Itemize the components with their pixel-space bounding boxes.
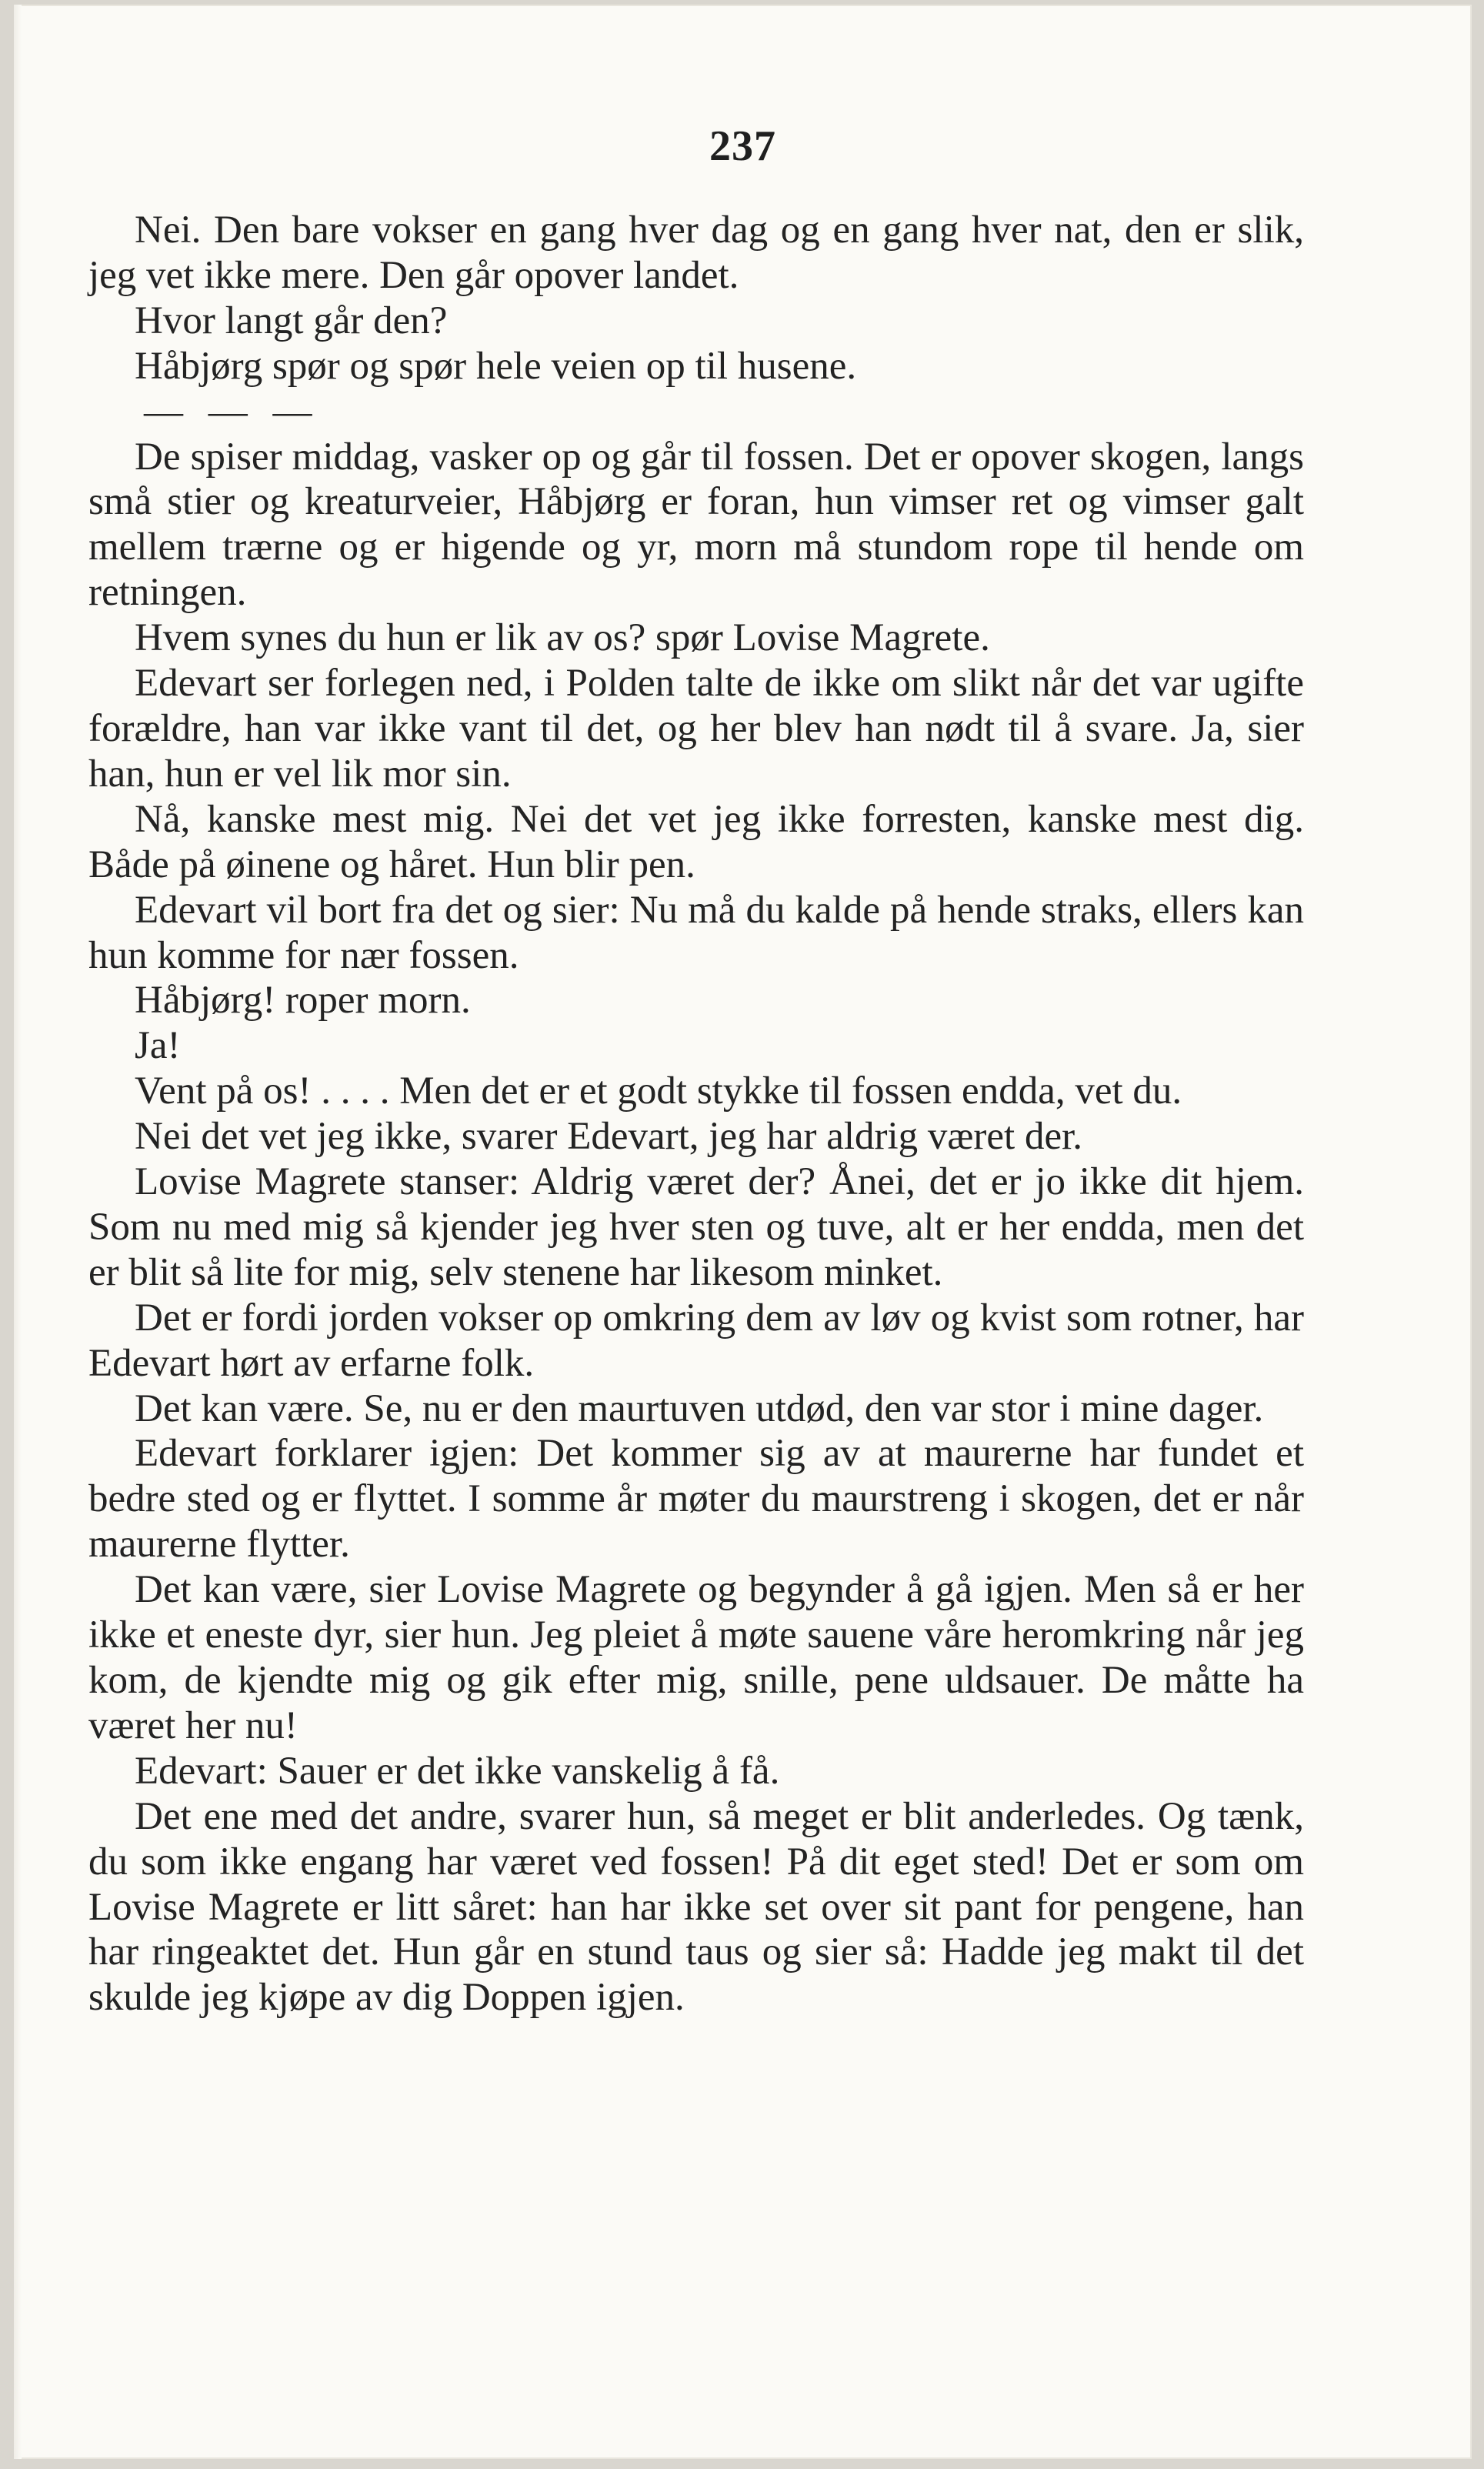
paragraph: Nå, kanske mest mig. Nei det vet jeg ikke forresten, kanske mest dig. Både på øinene og håret. Hun blir pen. — [88, 797, 1304, 886]
paragraph: Edevart: Sauer er det ikke vanskelig å få. — [135, 1749, 780, 1793]
paragraph: Det kan være, sier Lovise Magrete og begynder å gå igjen. Men så er her ikke et eneste dyr, sier hun. Jeg pleiet å møte sauene våre heromkring når jeg kom, de kjendte mig og gik efter mig, snille, pene uldsauer. De måtte ha været her nu! — [88, 1568, 1304, 1747]
page-number: 237 — [709, 122, 776, 170]
book-page — [14, 5, 1472, 2459]
paragraph: Hvem synes du hun er lik av os? spør Lovise Magrete. — [135, 616, 990, 660]
paragraph: Nei. Den bare vokser en gang hver dag og en gang hver nat, den er slik, jeg vet ikke mere. Den går opover landet. — [88, 209, 1304, 297]
paragraph: Edevart forklarer igjen: Det kommer sig av at maurerne har fundet et bedre sted og er flyttet. I somme år møter du maurstreng i skogen, det er når maurerne flytter. — [88, 1432, 1304, 1566]
paragraph: Nei det vet jeg ikke, svarer Edevart, jeg har aldrig været der. — [135, 1115, 1083, 1159]
paragraph: Lovise Magrete stanser: Aldrig været der? Ånei, det er jo ikke dit hjem. Som nu med mig så kjender jeg hver sten og tuve, alt er her endda, men det er blit så lite for mig, selv stenene har likesom minket. — [88, 1160, 1304, 1294]
paragraph: Ja! — [135, 1024, 181, 1068]
paragraph: Det ene med det andre, svarer hun, så meget er blit anderledes. Og tænk, du som ikke engang har været ved fossen! På dit eget sted! Det er som om Lovise Magrete er litt såret: han har ikke set over sit pant for pengene, han har ringeaktet det. Hun går en stund taus og sier så: Hadde jeg makt til det skulde jeg kjøpe av dig Doppen igjen. — [88, 1794, 1304, 2020]
paragraph: Det er fordi jorden vokser op omkring dem av løv og kvist som rotner, har Edevart hørt av erfarne folk. — [88, 1296, 1304, 1385]
paragraph: Edevart ser forlegen ned, i Polden talte de ikke om slikt når det var ugifte forældre, han var ikke vant til det, og her blev han nødt til å svare. Ja, sier han, hun er vel lik mor sin. — [88, 662, 1304, 796]
paragraph: Det kan være. Se, nu er den maurtuven utdød, den var stor i mine dager. — [135, 1386, 1264, 1430]
paragraph: Hvor langt går den? — [135, 299, 448, 342]
body-text — [88, 208, 1304, 2020]
paragraph: Edevart vil bort fra det og sier: Nu må du kalde på hende straks, ellers kan hun komme for nær fossen. — [88, 888, 1304, 977]
paragraph: De spiser middag, vasker op og går til fossen. Det er opover skogen, langs små stier og kreaturveier, Håbjørg er foran, hun vimser ret og vimser galt mellem trærne og er higende og yr, morn må stundom rope til hende om retningen. — [88, 435, 1304, 615]
section-separator: — — — — [144, 389, 320, 433]
paragraph: Håbjørg spør og spør hele veien op til husene. — [135, 344, 857, 388]
paragraph: Håbjørg! roper morn. — [135, 979, 471, 1023]
paragraph: Vent på os! . . . . Men det er et godt stykke til fossen endda, vet du. — [135, 1069, 1182, 1113]
